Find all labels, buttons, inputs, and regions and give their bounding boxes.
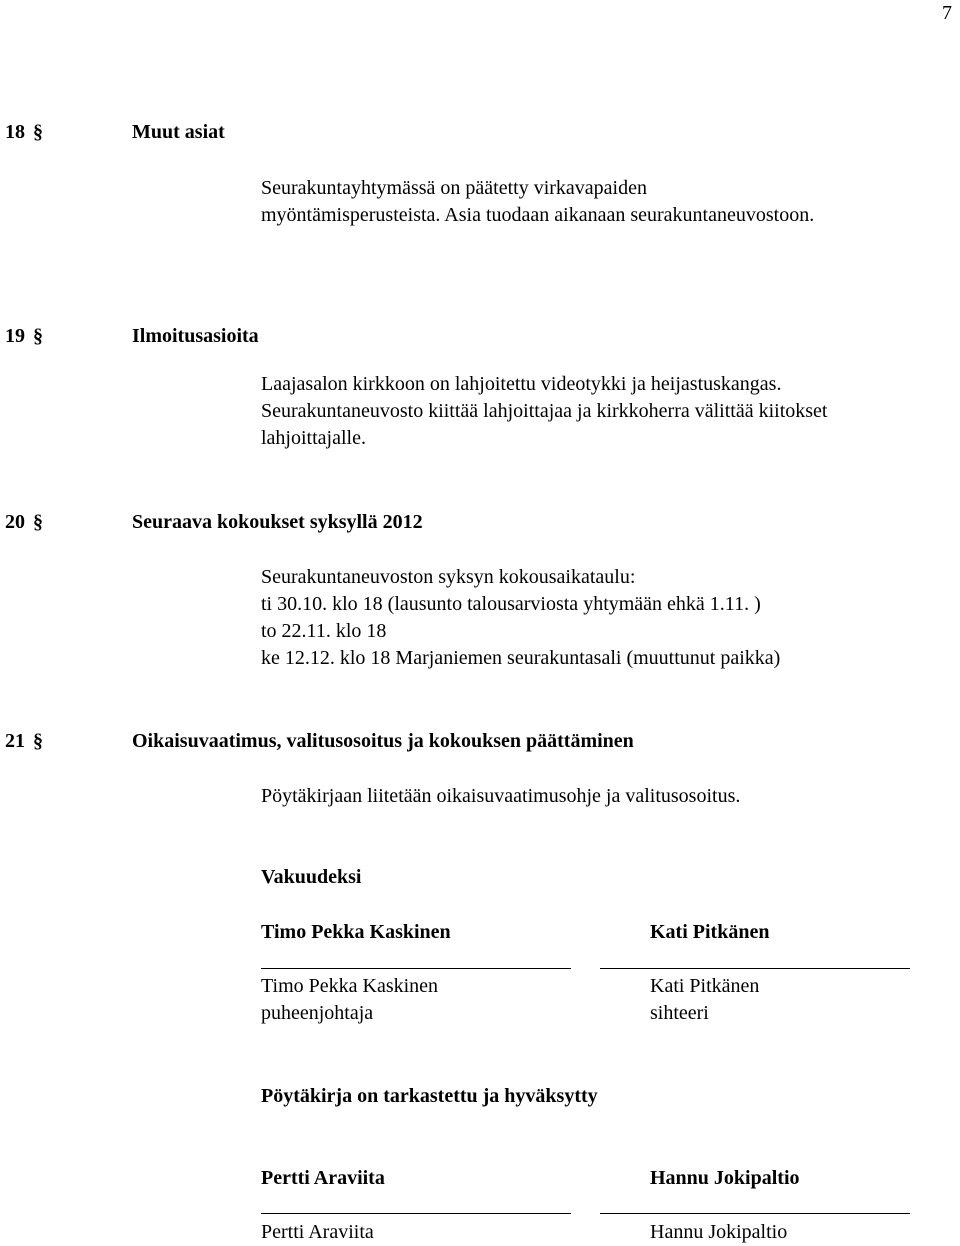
signer-name-right: Kati Pitkänen <box>650 975 760 997</box>
section-symbol: § <box>33 511 43 533</box>
review-heading: Pöytäkirja on tarkastettu ja hyväksytty <box>261 1085 598 1107</box>
signer-role-left: puheenjohtaja <box>261 1002 374 1024</box>
signature-line-right <box>600 968 910 969</box>
section-text-line: Laajasalon kirkkoon on lahjoitettu videotykki ja heijastuskangas. <box>261 373 782 395</box>
reviewer-line-right <box>600 1213 910 1214</box>
section-symbol: § <box>33 121 43 143</box>
section-text-line: Seurakuntaneuvosto kiittää lahjoittajaa ja kirkkoherra välittää kiitokset <box>261 400 828 422</box>
reviewer-line-left <box>261 1213 571 1214</box>
attest-heading: Vakuudeksi <box>261 866 362 888</box>
reviewer-name-right: Hannu Jokipaltio <box>650 1221 788 1243</box>
reviewer-signature-right: Hannu Jokipaltio <box>650 1167 800 1189</box>
signer-name-left: Timo Pekka Kaskinen <box>261 975 439 997</box>
section-title: Ilmoitusasioita <box>132 325 259 347</box>
section-symbol: § <box>33 325 43 347</box>
signature-left: Timo Pekka Kaskinen <box>261 921 451 943</box>
section-number: 21 <box>5 730 25 752</box>
section-text-line: Pöytäkirjaan liitetään oikaisuvaatimusohje ja valitusosoitus. <box>261 785 741 807</box>
section-text-line: ke 12.12. klo 18 Marjaniemen seurakuntasali (muuttunut paikka) <box>261 647 781 669</box>
section-number: 19 <box>5 325 25 347</box>
page-number: 7 <box>942 2 952 24</box>
section-number: 20 <box>5 511 25 533</box>
reviewer-signature-left: Pertti Araviita <box>261 1167 385 1189</box>
section-text-line: Seurakuntayhtymässä on päätetty virkavapaiden <box>261 177 647 199</box>
section-symbol: § <box>33 730 43 752</box>
signature-right: Kati Pitkänen <box>650 921 770 943</box>
section-title: Seuraava kokoukset syksyllä 2012 <box>132 511 423 533</box>
section-text-line: Seurakuntaneuvoston syksyn kokousaikataulu: <box>261 566 636 588</box>
reviewer-name-left: Pertti Araviita <box>261 1221 374 1243</box>
section-text-line: myöntämisperusteista. Asia tuodaan aikanaan seurakuntaneuvostoon. <box>261 204 815 226</box>
section-number: 18 <box>5 121 25 143</box>
section-title: Oikaisuvaatimus, valitusosoitus ja kokouksen päättäminen <box>132 730 634 752</box>
section-text-line: lahjoittajalle. <box>261 427 366 449</box>
section-text-line: to 22.11. klo 18 <box>261 620 387 642</box>
signature-line-left <box>261 968 571 969</box>
section-title: Muut asiat <box>132 121 225 143</box>
section-text-line: ti 30.10. klo 18 (lausunto talousarviosta yhtymään ehkä 1.11. ) <box>261 593 761 615</box>
signer-role-right: sihteeri <box>650 1002 709 1024</box>
